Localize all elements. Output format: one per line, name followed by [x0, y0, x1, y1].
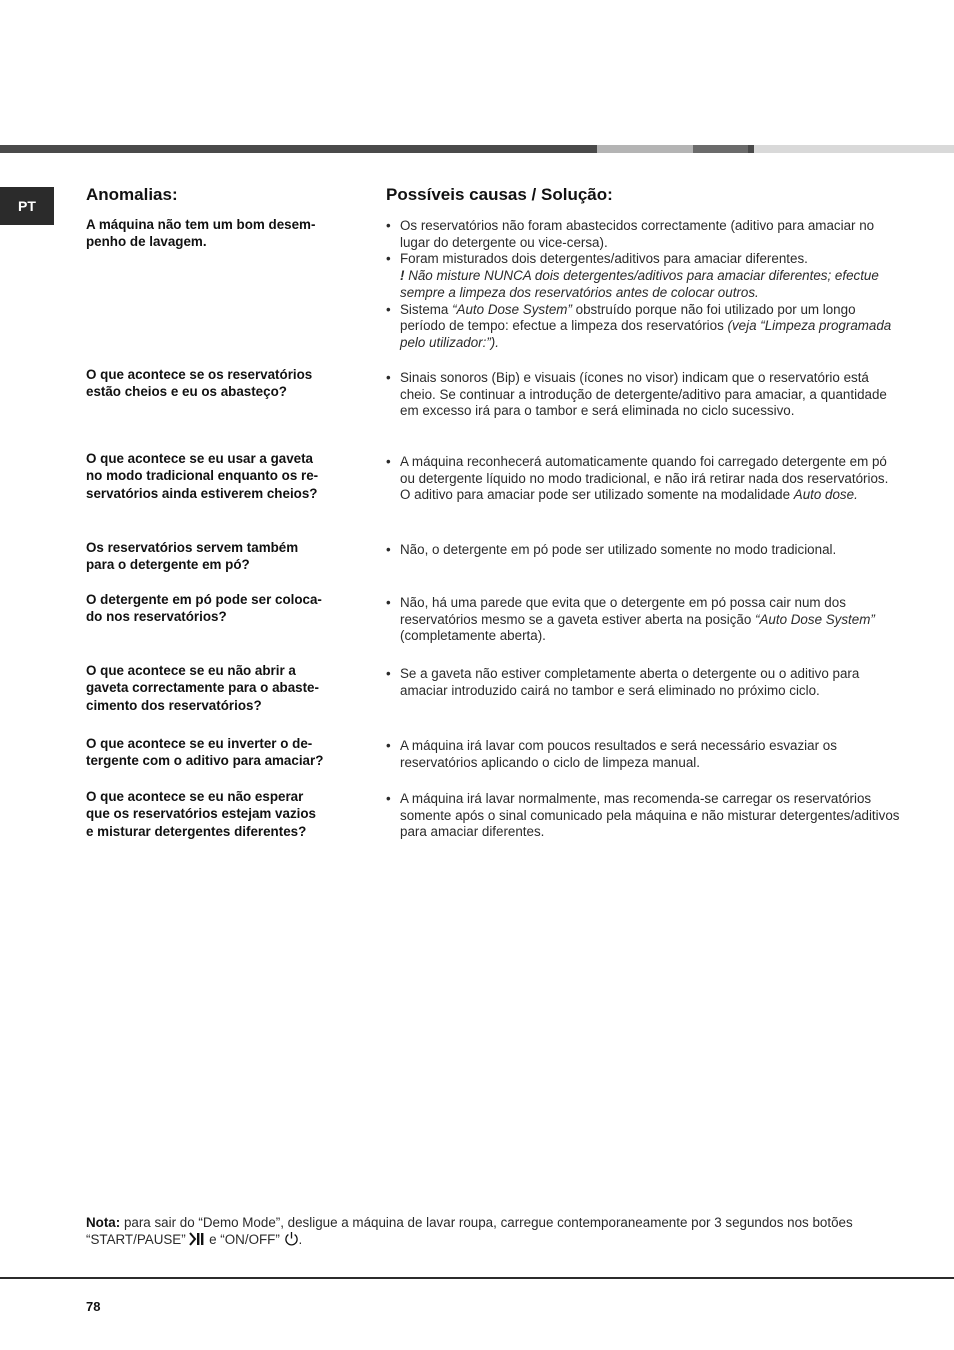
bullet: •: [386, 218, 391, 233]
language-tab: PT: [0, 187, 54, 225]
answer-0: [386, 218, 901, 352]
question-1: O que acontece se os reservatórios estão cheios e eu os abasteço?: [86, 367, 313, 400]
answer-text: Não, o detergente em pó pode ser utilizado somente no modo tradicional.: [400, 542, 837, 557]
bullet: •: [386, 738, 391, 753]
bar-segment-lightest: [754, 145, 954, 153]
answer-text: Sistema: [400, 301, 453, 317]
answer-text: Foram misturados dois detergentes/aditivos para amaciar diferentes.: [400, 251, 808, 267]
question-7: O que acontece se eu não esperar que os reservatórios estejam vazios e misturar detergentes diferentes?: [86, 789, 316, 839]
answer-text: Sinais sonoros (Bip) e visuais (ícones no visor) indicam que o reservatório está cheio. Se continuar a introdução de detergente/aditivo para amaciar, a quantidade em excesso irá para o tambor e será eliminada no ciclo sucessivo.: [400, 370, 887, 419]
heading-causas-solucao: Possíveis causas / Solução:: [386, 185, 613, 204]
question-5: O que acontece se eu não abrir a gaveta correctamente para o abaste- cimento dos reservatórios?: [86, 663, 319, 713]
question-6: O que acontece se eu inverter o de- tergente com o aditivo para amaciar?: [86, 736, 324, 769]
note-text: para sair do “Demo Mode”, desligue a máquina de lavar roupa, carregue contemporaneamente por 3 segundos nos botões “START/PAUSE”: [86, 1215, 853, 1247]
warning-mark: !: [400, 268, 405, 284]
bullet: •: [386, 370, 391, 385]
footer-divider: [0, 1277, 954, 1279]
answer-7-item-0: [386, 791, 901, 841]
power-icon: [284, 1231, 299, 1250]
question-3: Os reservatórios servem também para o detergente em pó?: [86, 540, 299, 573]
answer-italic: “Auto Dose System”: [452, 301, 572, 317]
answer-text: Se a gaveta não estiver completamente aberta o detergente ou o aditivo para amaciar introduzido cairá no tambor e será eliminado no próximo ciclo.: [400, 666, 860, 698]
page-number: 78: [86, 1299, 101, 1314]
answer-1: [386, 370, 901, 420]
answer-text: A máquina irá lavar com poucos resultados e será necessário esvaziar os reservatórios aplicando o ciclo de limpeza manual.: [400, 738, 837, 770]
answer-7: [386, 791, 901, 841]
bar-segment-light: [597, 145, 693, 153]
answer-3: [386, 542, 901, 559]
answer-text: obstruído porque não foi utilizado por um longo período de tempo: efectue a limpeza dos reservatórios: [400, 301, 856, 334]
answer-5-item-0: [386, 666, 901, 699]
bullet: •: [386, 301, 391, 317]
answer-1-item-0: [386, 370, 901, 420]
answer-text: A máquina irá lavar normalmente, mas recomenda-se carregar os reservatórios somente após o sinal comunicado pela máquina e não misturar detergentes/aditivos para amaciar diferentes.: [400, 791, 900, 840]
question-0: A máquina não tem um bom desem- penho de lavagem.: [86, 217, 316, 250]
answer-0-item-2: [386, 302, 901, 352]
question-4: O detergente em pó pode ser coloca- do nos reservatórios?: [86, 592, 322, 625]
header-color-bar: [0, 145, 954, 153]
answer-text: A máquina reconhecerá automaticamente quando foi carregado detergente em pó ou detergente líquido no modo tradicional, e não irá retirar nada dos reservatórios. O aditivo para amaciar pode ser utilizado somente na modalidade: [400, 454, 889, 503]
answer-6-item-0: [386, 738, 901, 771]
bullet: •: [386, 595, 391, 610]
bullet: •: [386, 542, 391, 557]
answer-text: Não, há uma parede que evita que o detergente em pó possa cair num dos reservatórios mesmo se a gaveta estiver aberta na posição: [400, 595, 846, 627]
warning-text: Não misture NUNCA dois detergentes/aditivos para amaciar diferentes; efectue sempre a limpeza dos reservatórios antes de colocar outros.: [400, 268, 879, 300]
answer-italic: “Auto Dose System”: [755, 611, 875, 627]
start-pause-icon: [189, 1232, 205, 1250]
answer-3-item-0: [386, 542, 901, 559]
answer-6: [386, 738, 901, 771]
bullet: •: [386, 251, 391, 267]
answer-0-item-1: [386, 251, 901, 301]
note: [86, 1214, 906, 1250]
answer-0-item-0: [386, 218, 901, 251]
answer-2-item-0: [386, 454, 901, 504]
bullet: •: [386, 454, 391, 469]
answer-italic: Auto dose.: [793, 487, 858, 503]
note-label: Nota:: [86, 1215, 121, 1230]
note-text: e “ON/OFF”: [205, 1232, 284, 1247]
answer-italic: (veja “Limpeza programada pelo utilizador:”).: [400, 318, 892, 350]
answer-2: [386, 454, 901, 504]
question-2: O que acontece se eu usar a gaveta no modo tradicional enquanto os re- servatórios ainda estiverem cheios?: [86, 451, 319, 501]
bar-segment-mid: [693, 145, 748, 153]
answer-text: (completamente aberta).: [400, 628, 546, 644]
answer-5: [386, 666, 901, 699]
answer-text: Os reservatórios não foram abastecidos correctamente (aditivo para amaciar no lugar do detergente ou vice-cersa).: [400, 218, 875, 250]
answer-4-item-0: [386, 595, 901, 645]
bullet: •: [386, 791, 391, 806]
bullet: •: [386, 666, 391, 681]
heading-anomalias: Anomalias:: [86, 185, 178, 204]
answer-4: [386, 595, 901, 645]
note-text: .: [298, 1232, 303, 1247]
bar-segment-dark: [0, 145, 597, 153]
